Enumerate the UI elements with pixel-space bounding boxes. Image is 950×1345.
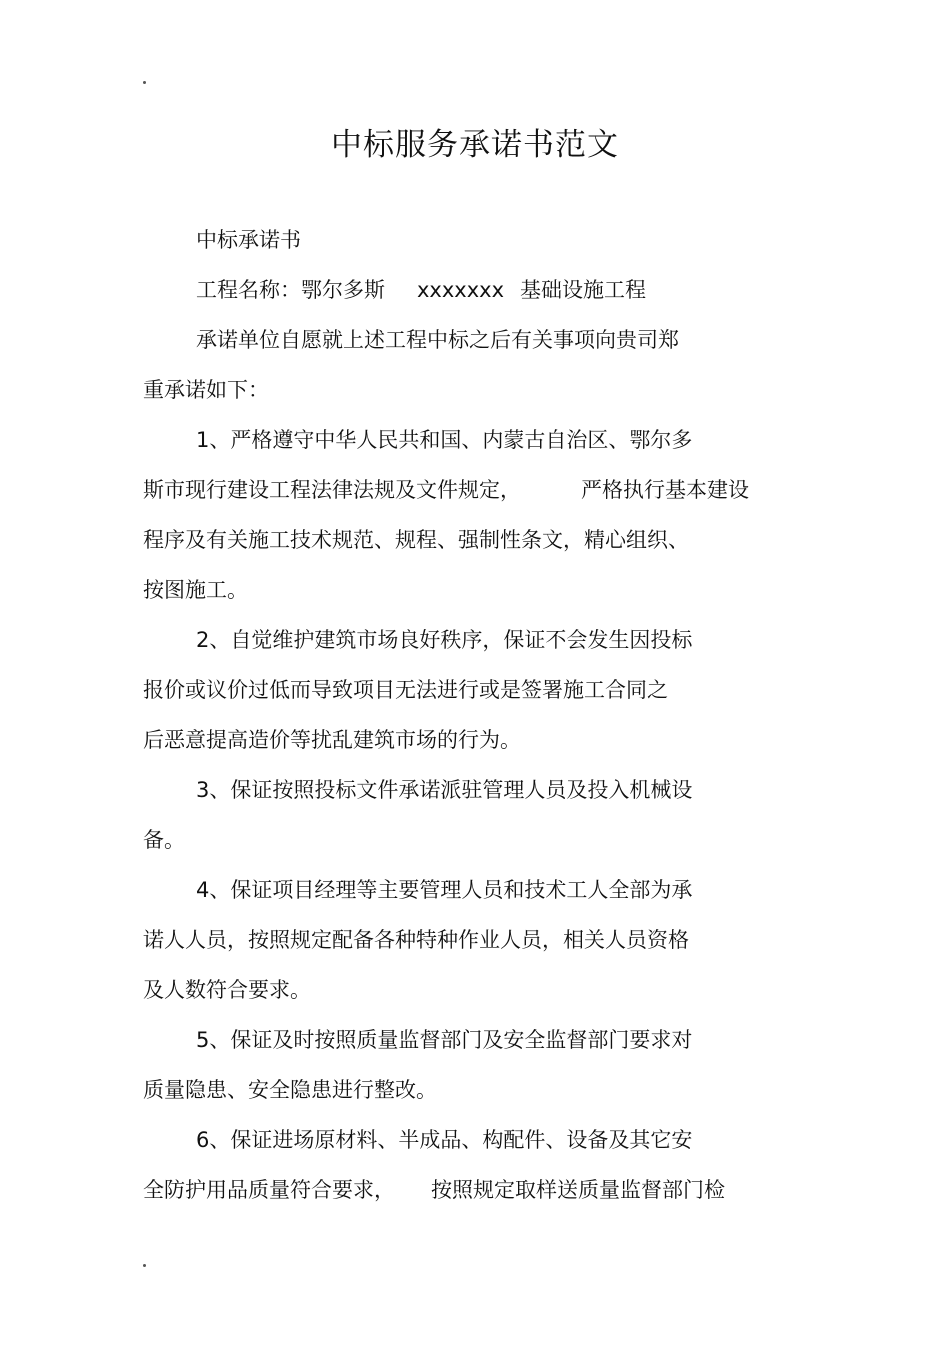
item-1-line-4: 按图施工。	[143, 578, 248, 602]
item-2-line-1: 2、自觉维护建筑市场良好秩序，保证不会发生因投标	[196, 628, 693, 652]
item-6-line-2-part-b: 按照规定取样送质量监督部门检	[431, 1178, 725, 1202]
item-6-line-2	[143, 1175, 725, 1205]
item-2-line-3: 后恶意提高造价等扰乱建筑市场的行为。	[143, 728, 521, 752]
item-4-line-2: 诺人人员，按照规定配备各种特种作业人员，相关人员资格	[143, 928, 689, 952]
project-name-line	[196, 275, 646, 305]
item-4-line-1: 4、保证项目经理等主要管理人员和技术工人全部为承	[196, 878, 693, 902]
item-3-line-2: 备。	[143, 828, 185, 852]
item-3-line-1: 3、保证按照投标文件承诺派驻管理人员及投入机械设	[196, 778, 693, 802]
letter-heading: 中标承诺书	[196, 228, 301, 252]
item-2-line-2: 报价或议价过低而导致项目无法进行或是签署施工合同之	[143, 678, 668, 702]
item-4-line-3: 及人数符合要求。	[143, 978, 311, 1002]
project-title: 基础设施工程	[520, 278, 646, 302]
project-code: xxxxxxx	[417, 278, 504, 302]
item-5-line-1: 5、保证及时按照质量监督部门及安全监督部门要求对	[196, 1028, 693, 1052]
project-label: 工程名称：鄂尔多斯	[196, 278, 385, 302]
item-1-line-1: 1、严格遵守中华人民共和国、内蒙古自治区、鄂尔多	[196, 428, 693, 452]
item-6-line-1: 6、保证进场原材料、半成品、构配件、设备及其它安	[196, 1128, 693, 1152]
item-1-line-2	[143, 475, 749, 505]
item-1-line-2-part-a: 斯市现行建设工程法律法规及文件规定，	[143, 478, 521, 502]
page-marker-top	[143, 81, 146, 84]
page-marker-bottom	[143, 1264, 146, 1267]
intro-line-2: 重承诺如下：	[143, 378, 269, 402]
item-1-line-2-part-b: 严格执行基本建设	[581, 478, 749, 502]
intro-line-1: 承诺单位自愿就上述工程中标之后有关事项向贵司郑	[196, 328, 679, 352]
document-title: 中标服务承诺书范文	[331, 127, 619, 163]
item-5-line-2: 质量隐患、安全隐患进行整改。	[143, 1078, 437, 1102]
item-1-line-3: 程序及有关施工技术规范、规程、强制性条文，精心组织、	[143, 528, 689, 552]
item-6-line-2-part-a: 全防护用品质量符合要求，	[143, 1178, 395, 1202]
